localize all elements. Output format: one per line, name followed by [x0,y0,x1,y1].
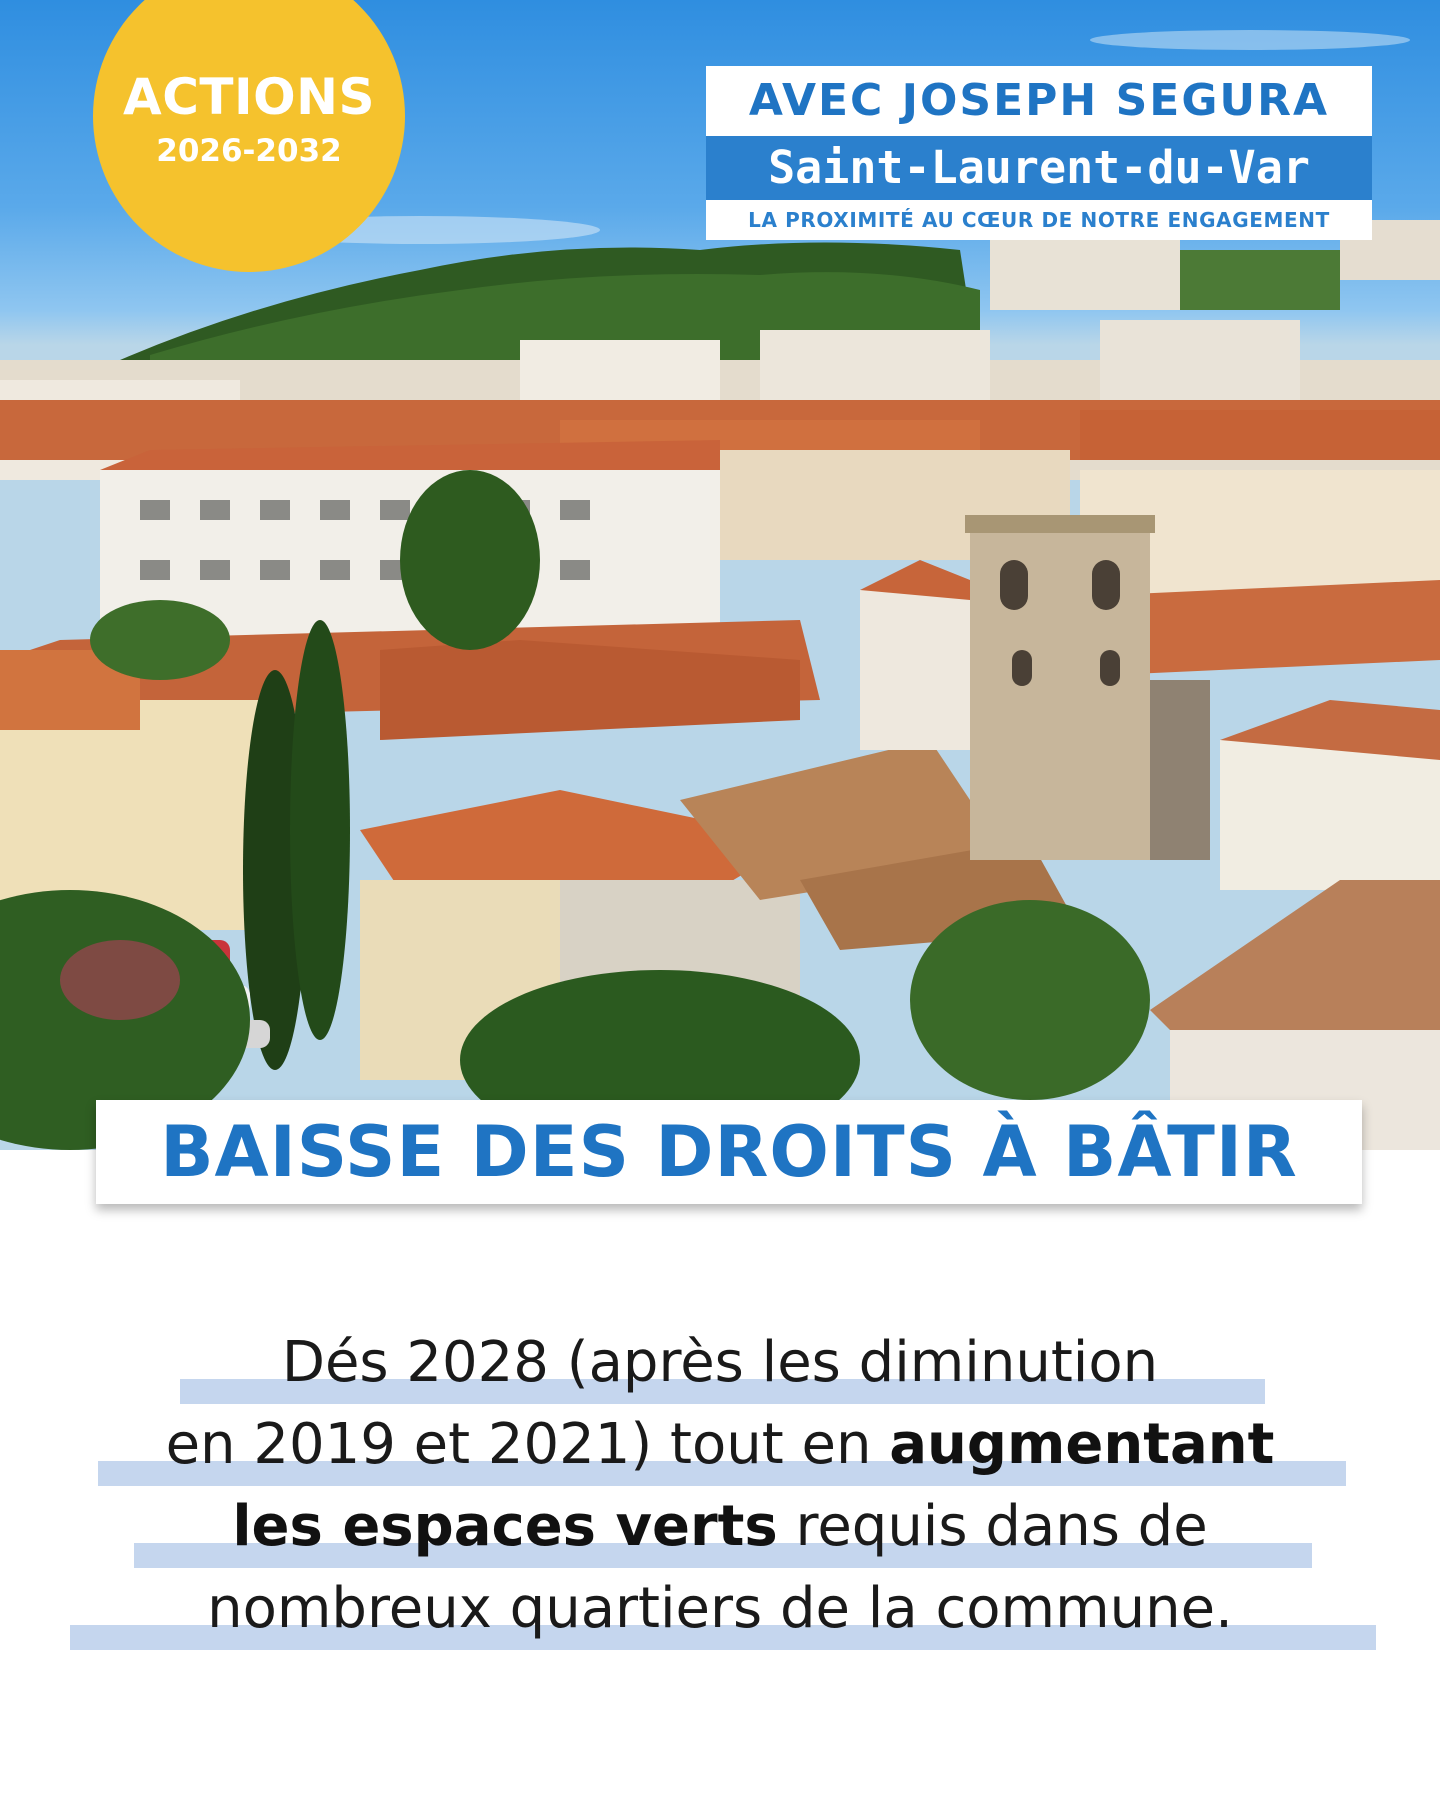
campaign-header [706,66,1372,240]
body-line-3-regular: requis dans de [777,1494,1208,1559]
body-line-4 [0,1571,1440,1653]
body-line-3 [0,1489,1440,1571]
body-line-2-text [0,1411,1440,1479]
body-line-2 [0,1407,1440,1489]
title-banner [96,1100,1362,1204]
body-line-4-text: nombreux quartiers de la commune. [207,1576,1233,1641]
body-line-3-text [0,1493,1440,1561]
header-candidate: AVEC JOSEPH SEGURA [706,66,1372,136]
body-line-3-bold: les espaces verts [232,1494,778,1559]
body-text [0,1325,1440,1653]
header-city: Saint-Laurent-du-Var [706,136,1372,200]
badge-years: 2026-2032 [156,133,342,169]
body-line-2-bold: augmentant [889,1412,1275,1477]
body-line-1 [0,1325,1440,1407]
badge-title: ACTIONS [123,68,375,126]
body-line-1-text: Dés 2028 (après les diminution [281,1330,1159,1395]
header-tagline: LA PROXIMITÉ AU CŒUR DE NOTRE ENGAGEMENT [706,200,1372,240]
page-title: BAISSE DES DROITS À BÂTIR [160,1111,1298,1193]
body-line-2-regular: en 2019 et 2021) tout en [165,1412,890,1477]
